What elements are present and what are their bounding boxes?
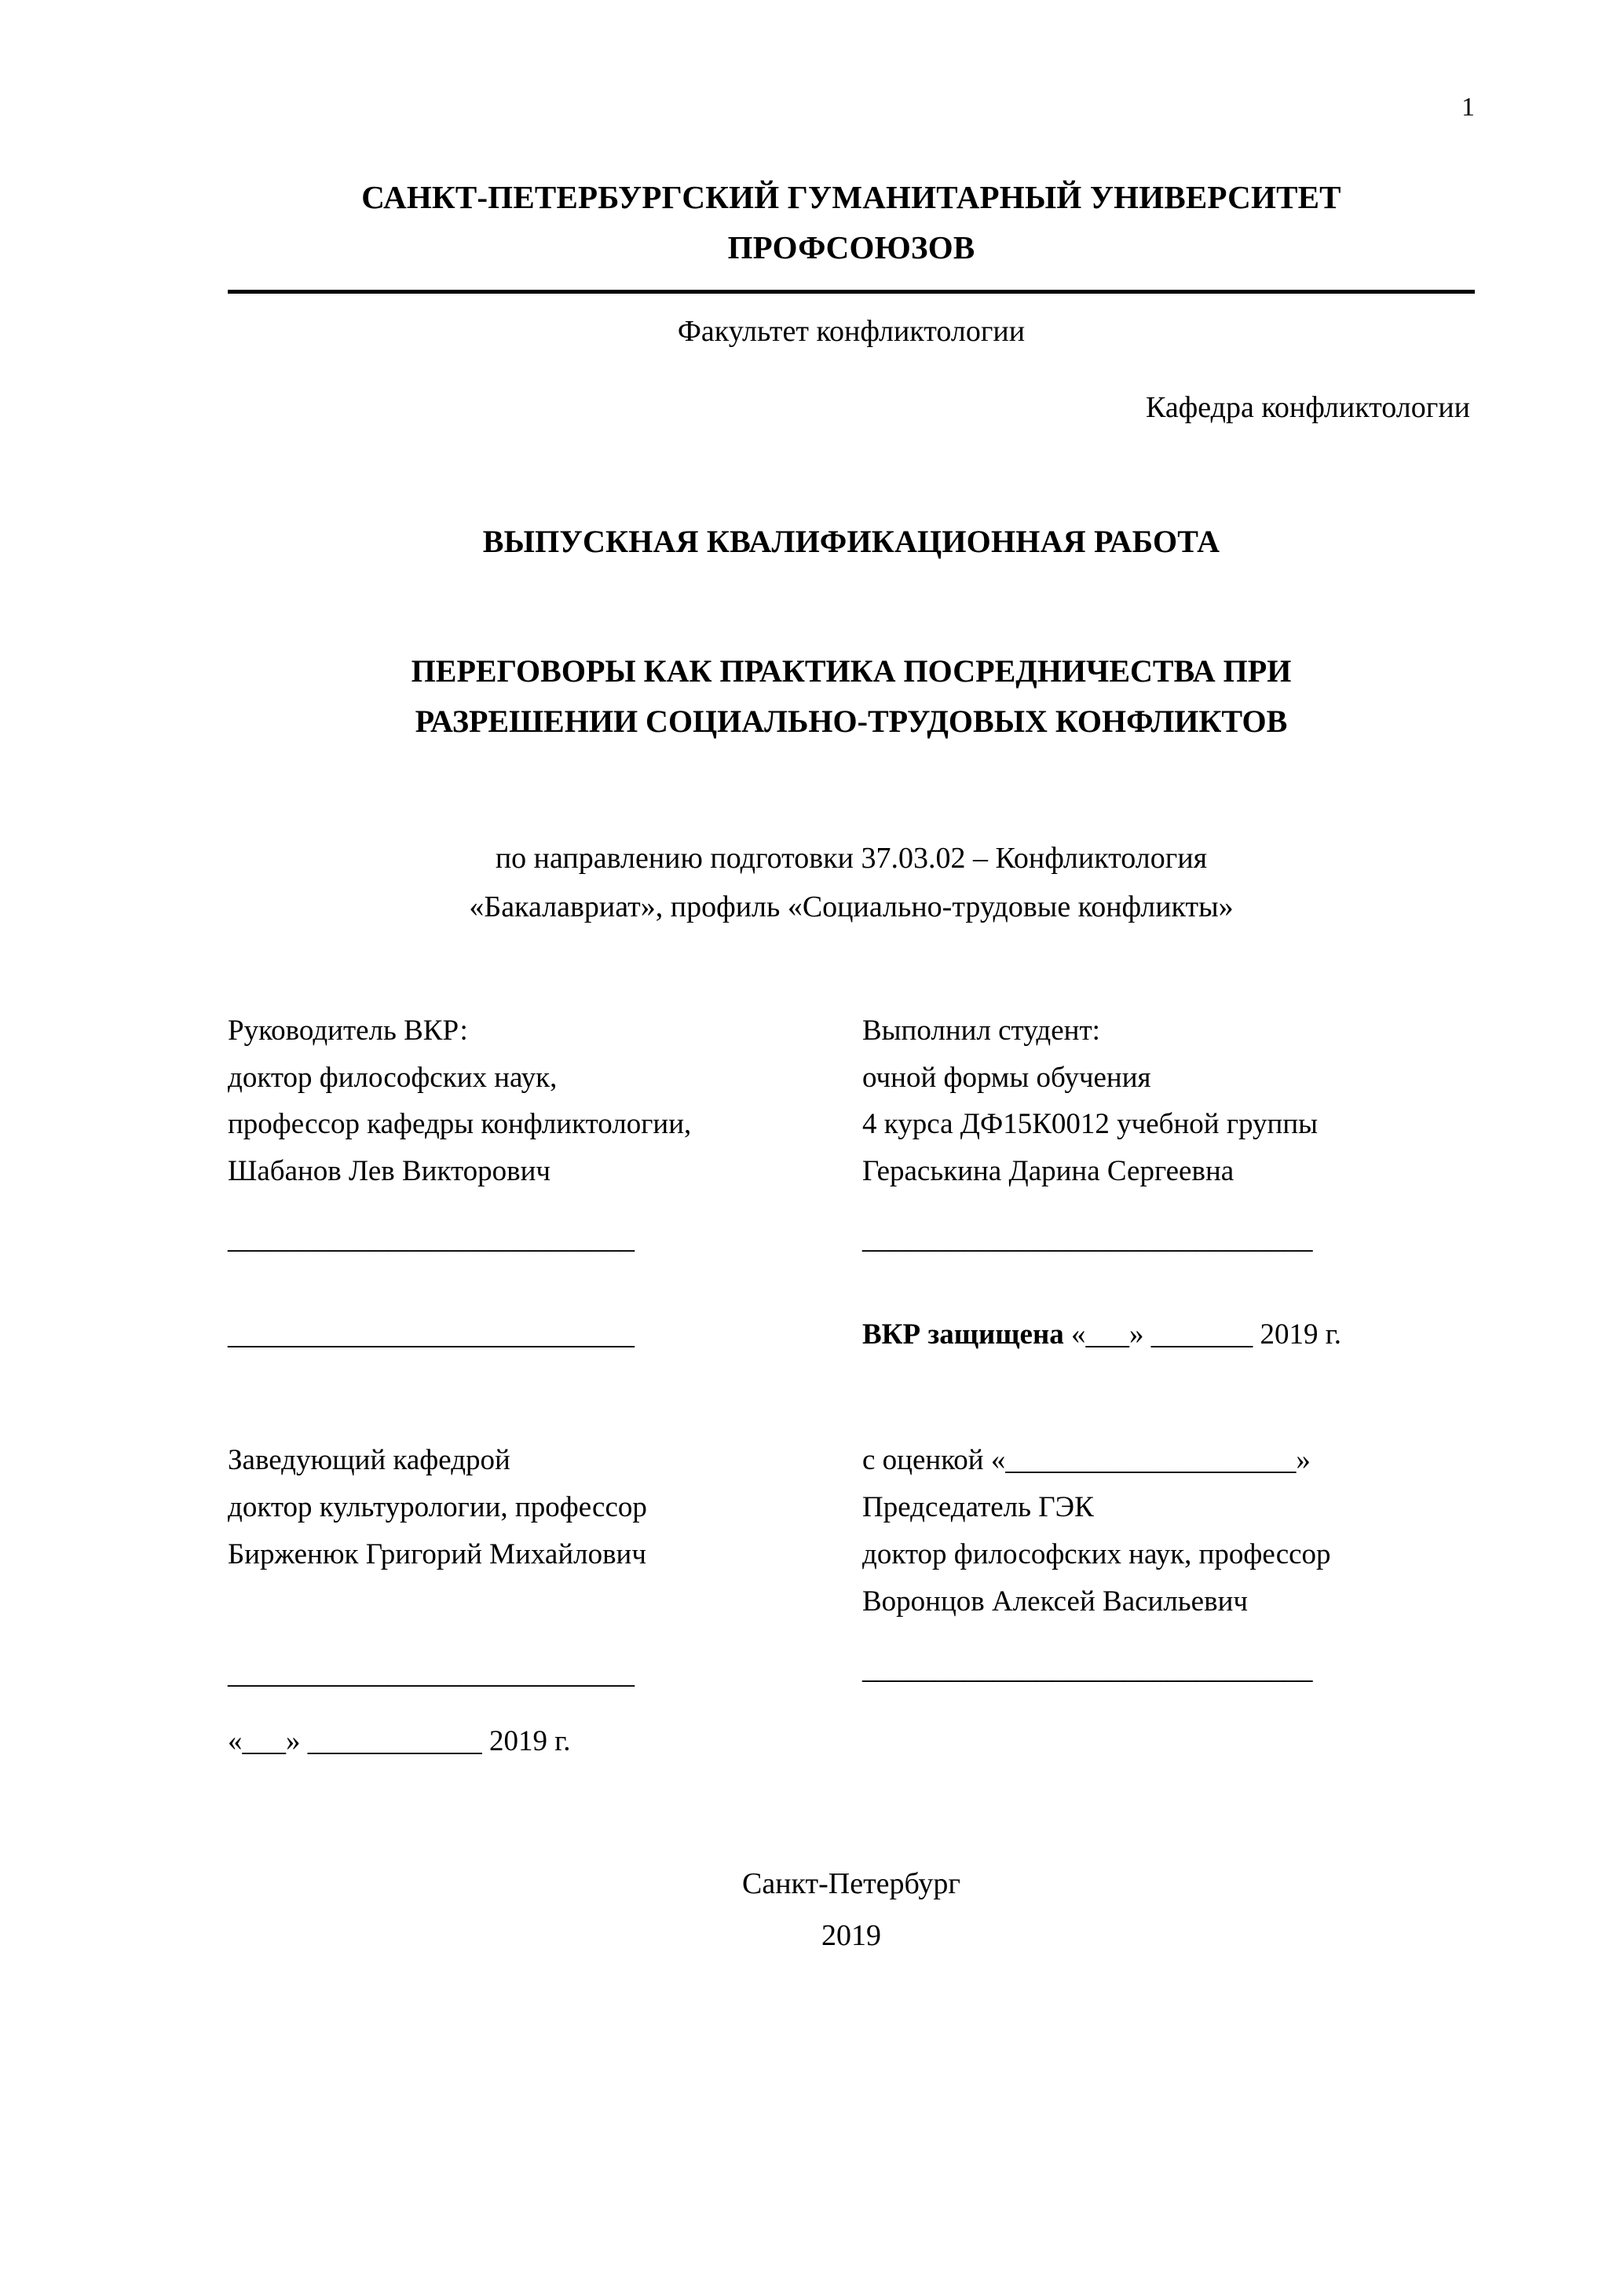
head-of-department-degree: доктор культурологии, профессор [228,1491,647,1524]
grade-label: с оценкой [862,1444,984,1477]
defense-label: ВКР защищена [862,1318,1064,1351]
left-gap-2 [228,1578,825,1651]
student-form: очной формы обучения [862,1061,1151,1094]
head-of-department-date-line: «___» ____________ 2019 г. [228,1724,571,1757]
left-gap-3 [228,1698,825,1718]
supervisor-gap [228,1195,825,1216]
footer-city: Санкт-Петербург [741,1866,961,1900]
chairman-name: Воронцов Алексей Васильевич [862,1585,1248,1618]
student-role: Выполнил студент: [862,1014,1100,1047]
university-name [228,173,1475,272]
student-group: 4 курса ДФ15К0012 учебной группы [862,1108,1319,1141]
footer [228,1858,1475,1962]
head-of-department-block [228,1437,851,1765]
footer-year: 2019 [821,1919,881,1953]
grade-placeholder: «____________________» [990,1444,1311,1477]
defense-date-placeholder: «___» _______ [1071,1318,1253,1351]
university-name-line-1: САНКТ-ПЕТЕРБУРГСКИЙ ГУМАНИТАРНЫЙ УНИВЕРСИТЕТ [361,179,1341,215]
left-gap-1 [228,1263,825,1311]
thesis-title [228,646,1475,747]
chairman-degree: доктор философских наук, профессор [862,1538,1331,1571]
faculty-name: Факультет конфликтологии [677,315,1026,349]
thesis-title-line-1: ПЕРЕГОВОРЫ КАК ПРАКТИКА ПОСРЕДНИЧЕСТВА ПРИ [411,653,1292,689]
defense-year: 2019 г. [1260,1318,1342,1351]
head-of-department-role: Заведующий кафедрой [228,1444,510,1477]
supervisor-position: профессор кафедры конфликтологии, [228,1108,692,1141]
student-name: Гераськина Дарина Сергеевна [862,1155,1234,1188]
chairman-role: Председатель ГЭК [862,1491,1094,1524]
signatures-block-top [228,1007,1475,1359]
right-gap-2 [862,1625,1475,1646]
study-program-line-2: «Бакалавриат», профиль «Социально-трудовые конфликты» [469,890,1234,924]
head-of-department-signature-line: ____________________________ [228,1658,635,1690]
defense-statement [862,1311,1475,1358]
university-name-line-2: ПРОФСОЮЗОВ [727,229,975,265]
student-gap [862,1195,1475,1216]
department-name: Кафедра конфликтологии [1145,391,1470,425]
defense-left-blank-line: ____________________________ [228,1318,635,1351]
study-program [228,835,1475,931]
head-of-department-name: Бирженюк Григорий Михайлович [228,1538,646,1571]
supervisor-block [228,1007,851,1359]
header-divider [228,290,1475,294]
supervisor-role: Руководитель ВКР: [228,1014,468,1047]
document-type: ВЫПУСКНАЯ КВАЛИФИКАЦИОННАЯ РАБОТА [482,524,1220,560]
student-block [851,1007,1475,1359]
supervisor-degree: доктор философских наук, [228,1061,558,1094]
chairman-block [851,1437,1475,1765]
supervisor-name: Шабанов Лев Викторович [228,1155,551,1188]
student-signature-line: _______________________________ [862,1223,1313,1256]
signatures-block-bottom [228,1437,1475,1765]
thesis-title-line-2: РАЗРЕШЕНИИ СОЦИАЛЬНО-ТРУДОВЫХ КОНФЛИКТОВ [415,704,1288,740]
grade-line [862,1437,1475,1484]
supervisor-signature-line: ____________________________ [228,1223,635,1256]
chairman-signature-line: _______________________________ [862,1652,1313,1685]
study-program-line-1: по направлению подготовки 37.03.02 – Конфликтология [495,842,1208,876]
page-number: 1 [1461,93,1475,122]
right-gap-1 [862,1263,1475,1311]
